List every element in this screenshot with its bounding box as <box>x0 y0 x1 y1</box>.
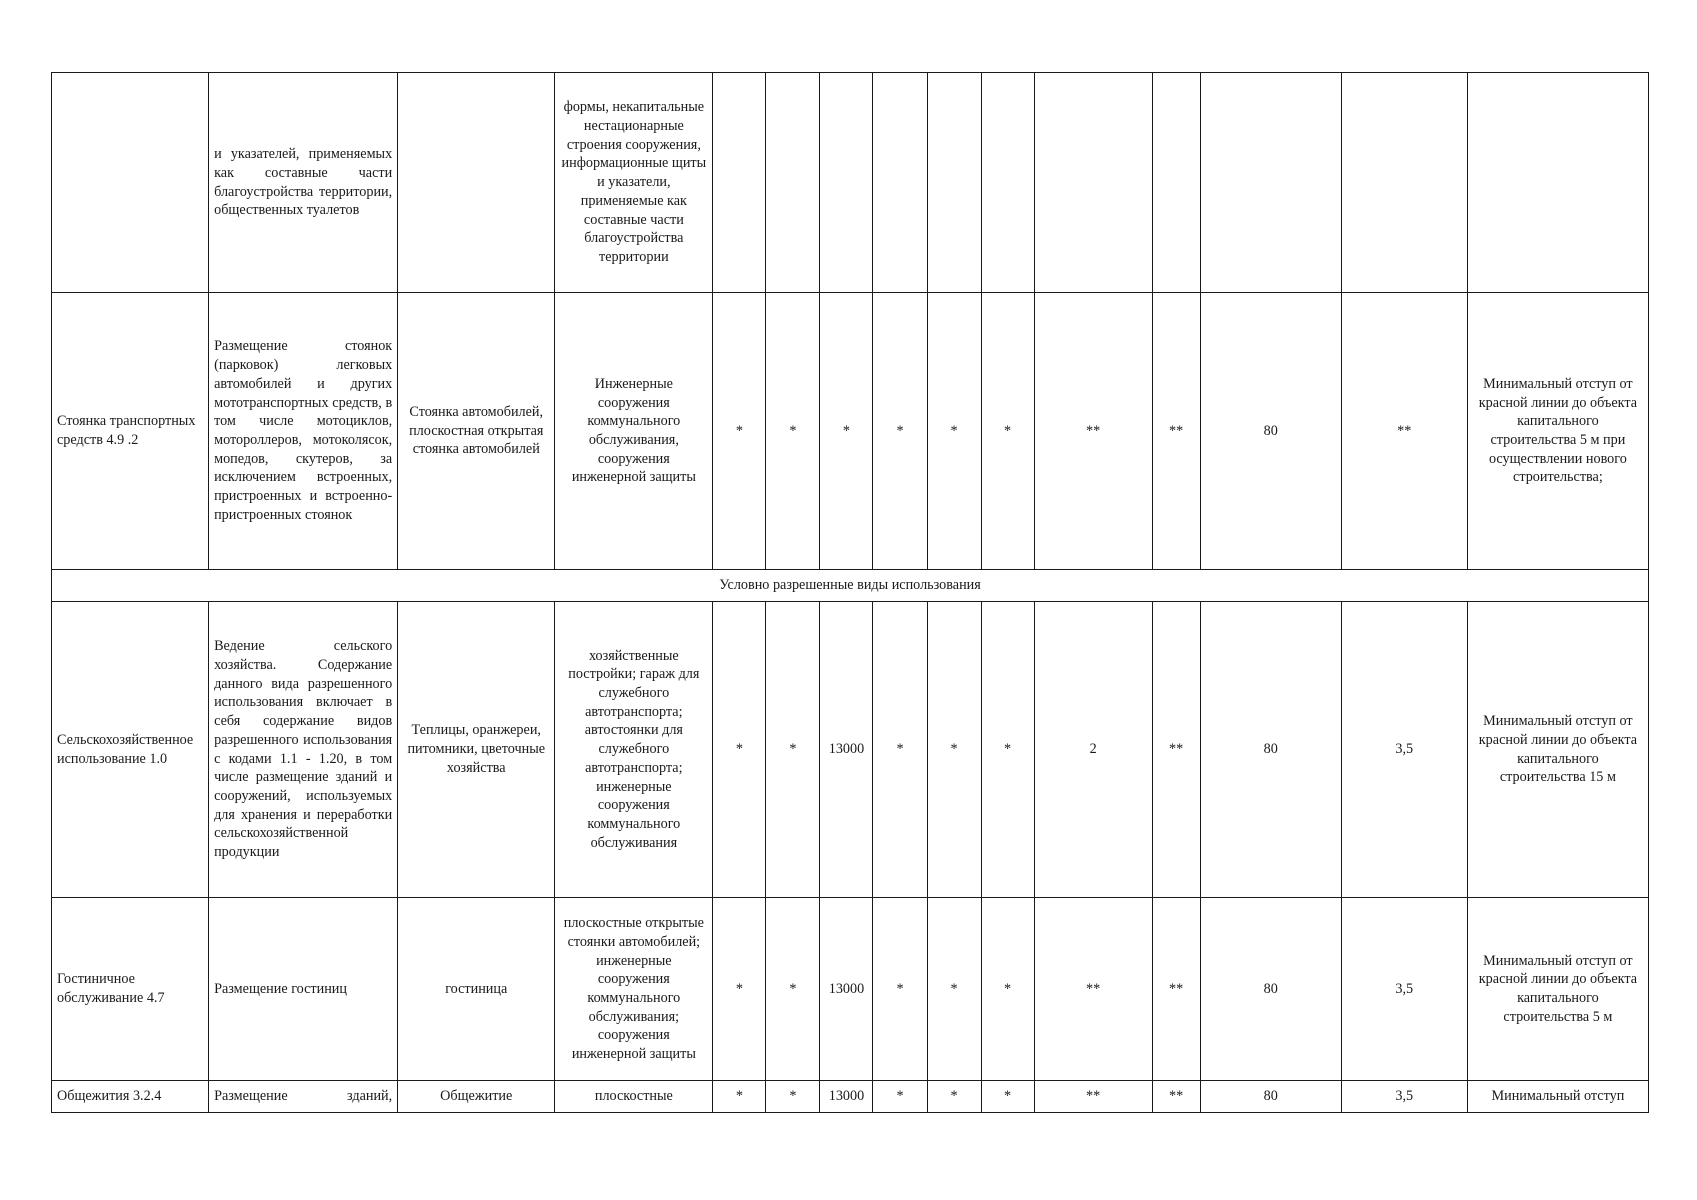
param-cell: * <box>713 293 766 570</box>
param-cell: ** <box>1034 293 1152 570</box>
param-cell: * <box>713 1081 766 1113</box>
main-objects-cell <box>398 73 555 293</box>
use-description-cell: и указателей, применяемых как составные части благоустройства территории, общественных туалетов <box>209 73 398 293</box>
table-row <box>52 293 1649 570</box>
param-cell: * <box>713 898 766 1081</box>
notes-cell <box>1467 73 1648 293</box>
param-cell: 13000 <box>820 898 873 1081</box>
param-cell: * <box>981 602 1034 898</box>
param-cell: 3,5 <box>1341 898 1467 1081</box>
table-row <box>52 602 1649 898</box>
param-cell: * <box>873 602 927 898</box>
param-cell: * <box>873 898 927 1081</box>
use-description-cell: Ведение сельского хозяйства. Содержание данного вида разрешенного использования включает в себя содержание видов разрешенного использования с кодами 1.1 - 1.20, в том числе размещение зданий и сооружений, используемых для хранения и переработки сельскохозяйственной продукции <box>209 602 398 898</box>
main-objects-cell: Общежитие <box>398 1081 555 1113</box>
param-cell: * <box>873 293 927 570</box>
param-cell: * <box>927 898 981 1081</box>
use-name-cell: Сельскохозяйственное использование 1.0 <box>52 602 209 898</box>
table-row <box>52 1081 1649 1113</box>
param-cell: 3,5 <box>1341 602 1467 898</box>
notes-cell: Минимальный отступ от красной линии до объекта капитального строительства 15 м <box>1467 602 1648 898</box>
param-cell: 80 <box>1200 602 1341 898</box>
table-row <box>52 73 1649 293</box>
main-objects-cell: Стоянка автомобилей, плоскостная открытая стоянка автомобилей <box>398 293 555 570</box>
notes-cell: Минимальный отступ от красной линии до объекта капитального строительства 5 м <box>1467 898 1648 1081</box>
param-cell <box>1152 73 1200 293</box>
param-cell: * <box>981 293 1034 570</box>
notes-cell: Минимальный отступ от красной линии до объекта капитального строительства 5 м при осуществлении нового строительства; <box>1467 293 1648 570</box>
param-cell: 2 <box>1034 602 1152 898</box>
param-cell <box>1034 73 1152 293</box>
use-description-cell: Размещение гостиниц <box>209 898 398 1081</box>
param-cell: * <box>873 1081 927 1113</box>
param-cell: * <box>927 293 981 570</box>
param-cell: ** <box>1152 293 1200 570</box>
table-row <box>52 898 1649 1081</box>
param-cell: * <box>820 293 873 570</box>
param-cell: * <box>981 898 1034 1081</box>
main-objects-cell: гостиница <box>398 898 555 1081</box>
auxiliary-objects-cell: плоскостные открытые стоянки автомобилей; инженерные сооружения коммунального обслуживания; сооружения инженерной защиты <box>555 898 713 1081</box>
param-cell <box>766 73 820 293</box>
param-cell: * <box>927 1081 981 1113</box>
use-name-cell: Общежития 3.2.4 <box>52 1081 209 1113</box>
param-cell: * <box>927 602 981 898</box>
auxiliary-objects-cell: Инженерные сооружения коммунального обслуживания, сооружения инженерной защиты <box>555 293 713 570</box>
param-cell: 80 <box>1200 898 1341 1081</box>
param-cell: 13000 <box>820 1081 873 1113</box>
use-name-cell: Гостиничное обслуживание 4.7 <box>52 898 209 1081</box>
param-cell: 3,5 <box>1341 1081 1467 1113</box>
param-cell: * <box>766 898 820 1081</box>
main-objects-cell: Теплицы, оранжереи, питомники, цветочные хозяйства <box>398 602 555 898</box>
param-cell <box>713 73 766 293</box>
param-cell: ** <box>1152 602 1200 898</box>
param-cell: ** <box>1341 293 1467 570</box>
param-cell: * <box>713 602 766 898</box>
auxiliary-objects-cell: плоскостные <box>555 1081 713 1113</box>
param-cell <box>981 73 1034 293</box>
param-cell <box>927 73 981 293</box>
param-cell: * <box>766 293 820 570</box>
section-title: Условно разрешенные виды использования <box>52 570 1649 602</box>
param-cell: * <box>766 602 820 898</box>
param-cell: ** <box>1034 1081 1152 1113</box>
notes-cell: Минимальный отступ <box>1467 1081 1648 1113</box>
use-description-cell: Размещение стоянок (парковок) легковых автомобилей и других мототранспортных средств, в том числе мотоциклов, мотороллеров, мотоколясок, мопедов, скутеров, за исключением встроенных, пристроенных и встроенно-пристроенных стоянок <box>209 293 398 570</box>
param-cell <box>873 73 927 293</box>
section-header-row <box>52 570 1649 602</box>
param-cell <box>820 73 873 293</box>
auxiliary-objects-cell: хозяйственные постройки; гараж для служебного автотранспорта; автостоянки для служебного автотранспорта; инженерные сооружения коммунального обслуживания <box>555 602 713 898</box>
param-cell: * <box>981 1081 1034 1113</box>
use-name-cell: Стоянка транспортных средств 4.9 .2 <box>52 293 209 570</box>
param-cell: ** <box>1152 898 1200 1081</box>
param-cell: * <box>766 1081 820 1113</box>
param-cell: ** <box>1034 898 1152 1081</box>
param-cell: 80 <box>1200 1081 1341 1113</box>
param-cell: 13000 <box>820 602 873 898</box>
param-cell <box>1200 73 1341 293</box>
auxiliary-objects-cell: формы, некапитальные нестационарные строения сооружения, информационные щиты и указатели, применяемые как составные части благоустройства территории <box>555 73 713 293</box>
use-description-cell: Размещение зданий, <box>209 1081 398 1113</box>
land-use-regulations-table <box>51 72 1649 1113</box>
param-cell: ** <box>1152 1081 1200 1113</box>
param-cell <box>1341 73 1467 293</box>
param-cell: 80 <box>1200 293 1341 570</box>
use-name-cell <box>52 73 209 293</box>
